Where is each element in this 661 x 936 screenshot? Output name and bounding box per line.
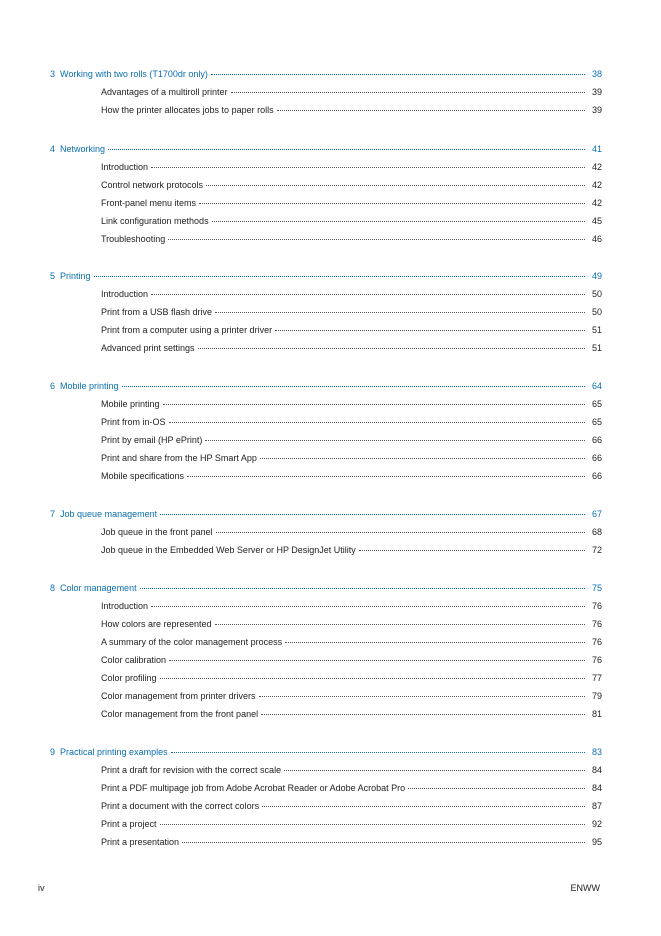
toc-section-entry-page-number: 39 [591, 105, 602, 115]
toc-section-entry-page-number: 51 [591, 325, 602, 335]
toc-chapter-entry-page-number: 41 [591, 144, 602, 154]
toc-section-entry[interactable] [101, 690, 602, 702]
toc-section-entry[interactable] [101, 197, 602, 209]
toc-section-entry-title: Advanced print settings [101, 343, 195, 353]
toc-section-entry[interactable] [101, 161, 602, 173]
toc-section-entry-page-number: 92 [591, 819, 602, 829]
toc-section-entry[interactable] [101, 836, 602, 848]
chapter-number: 9 [50, 747, 56, 757]
dot-leader [285, 642, 585, 643]
chapter-title-text: Color management [60, 583, 137, 593]
dot-leader [151, 294, 585, 295]
toc-section-entry-page-number: 81 [591, 709, 602, 719]
toc-section-entry-title: How colors are represented [101, 619, 212, 629]
toc-chapter-entry-page-number: 67 [591, 509, 602, 519]
dot-leader [108, 149, 585, 150]
dot-leader [94, 276, 585, 277]
toc-section-entry-page-number: 79 [591, 691, 602, 701]
toc-section-entry[interactable] [101, 416, 602, 428]
dot-leader [151, 167, 585, 168]
toc-section-entry-page-number: 87 [591, 801, 602, 811]
toc-section-entry[interactable] [101, 600, 602, 612]
toc-section-entry-page-number: 77 [591, 673, 602, 683]
toc-section-entry-page-number: 50 [591, 289, 602, 299]
toc-section-entry-page-number: 66 [591, 435, 602, 445]
toc-section-entry-title: Print a presentation [101, 837, 180, 847]
toc-section-entry[interactable] [101, 618, 602, 630]
dot-leader [408, 788, 585, 789]
toc-chapter-entry[interactable] [50, 508, 602, 520]
toc-section-entry[interactable] [101, 324, 602, 336]
toc-section-entry-page-number: 39 [591, 87, 602, 97]
toc-section-entry-page-number: 76 [591, 655, 602, 665]
toc-chapter-entry[interactable] [50, 270, 602, 282]
dot-leader [182, 842, 585, 843]
toc-chapter-entry[interactable] [50, 380, 602, 392]
dot-leader [171, 752, 585, 753]
toc-section-entry[interactable] [101, 654, 602, 666]
toc-chapter-entry[interactable] [50, 143, 602, 155]
toc-section-entry-title: Print from a computer using a printer driver [101, 325, 273, 335]
toc-chapter-entry-page-number: 75 [591, 583, 602, 593]
toc-section-entry[interactable] [101, 215, 602, 227]
toc-section-entry-title: Advantages of a multiroll printer [101, 87, 228, 97]
toc-section-entry-page-number: 66 [591, 471, 602, 481]
toc-section-entry-title: Print a document with the correct colors [101, 801, 260, 811]
toc-section-entry[interactable] [101, 434, 602, 446]
toc-section-entry-title: Front-panel menu items [101, 198, 197, 208]
toc-section-entry-page-number: 51 [591, 343, 602, 353]
toc-section-entry-page-number: 66 [591, 453, 602, 463]
toc-section-entry-page-number: 84 [591, 765, 602, 775]
toc-section-entry-page-number: 76 [591, 619, 602, 629]
toc-section-entry-page-number: 42 [591, 198, 602, 208]
dot-leader [160, 824, 585, 825]
toc-section-entry-page-number: 65 [591, 417, 602, 427]
toc-section-entry[interactable] [101, 764, 602, 776]
chapter-title-text: Job queue management [60, 509, 158, 519]
dot-leader [151, 606, 585, 607]
toc-chapter-entry-page-number: 83 [591, 747, 602, 757]
toc-section-entry-title: Print and share from the HP Smart App [101, 453, 257, 463]
toc-section-entry[interactable] [101, 544, 602, 556]
dot-leader [277, 110, 585, 111]
chapter-number: 5 [50, 271, 56, 281]
dot-leader [205, 440, 585, 441]
toc-section-entry-title: Job queue in the front panel [101, 527, 213, 537]
footer-page-number: iv [38, 883, 45, 893]
toc-section-entry-title: Color management from printer drivers [101, 691, 256, 701]
chapter-title-text: Working with two rolls (T1700dr only) [60, 69, 208, 79]
toc-section-entry-title: Introduction [101, 601, 149, 611]
toc-section-entry-title: Print a PDF multipage job from Adobe Acrobat Reader or Adobe Acrobat Pro [101, 783, 406, 793]
toc-section-entry-title: Mobile printing [101, 399, 160, 409]
toc-chapter-entry-title [50, 380, 119, 392]
toc-section-entry[interactable] [101, 782, 602, 794]
dot-leader [231, 92, 585, 93]
chapter-title-text: Printing [60, 271, 91, 281]
toc-chapter-entry[interactable] [50, 582, 602, 594]
chapter-number: 8 [50, 583, 56, 593]
dot-leader [359, 550, 585, 551]
toc-section-entry[interactable] [101, 800, 602, 812]
toc-section-entry[interactable] [101, 306, 602, 318]
toc-section-entry-page-number: 84 [591, 783, 602, 793]
dot-leader [169, 660, 585, 661]
dot-leader [212, 221, 585, 222]
chapter-number: 3 [50, 69, 56, 79]
toc-section-entry-title: Print a project [101, 819, 157, 829]
dot-leader [187, 476, 585, 477]
toc-section-entry[interactable] [101, 708, 602, 720]
toc-section-entry-title: Control network protocols [101, 180, 204, 190]
dot-leader [169, 422, 585, 423]
toc-section-entry[interactable] [101, 526, 602, 538]
dot-leader [140, 588, 585, 589]
toc-chapter-entry-title [50, 68, 208, 80]
toc-chapter-entry[interactable] [50, 746, 602, 758]
toc-chapter-entry-page-number: 38 [591, 69, 602, 79]
dot-leader [261, 714, 585, 715]
toc-chapter-entry-page-number: 64 [591, 381, 602, 391]
chapter-number: 4 [50, 144, 56, 154]
toc-section-entry-page-number: 95 [591, 837, 602, 847]
toc-section-entry-page-number: 45 [591, 216, 602, 226]
toc-section-entry-title: Mobile specifications [101, 471, 185, 481]
toc-section-entry-title: Job queue in the Embedded Web Server or HP DesignJet Utility [101, 545, 356, 555]
toc-section-entry[interactable] [101, 470, 602, 482]
toc-section-entry[interactable] [101, 104, 602, 116]
toc-section-entry-title: Print from in-OS [101, 417, 166, 427]
toc-section-entry-title: Color calibration [101, 655, 167, 665]
toc-section-entry-title: Print by email (HP ePrint) [101, 435, 203, 445]
dot-leader [260, 458, 585, 459]
toc-section-entry-page-number: 76 [591, 637, 602, 647]
toc-section-entry[interactable] [101, 342, 602, 354]
toc-chapter-entry[interactable] [50, 68, 602, 80]
chapter-title-text: Networking [60, 144, 106, 154]
toc-chapter-entry-page-number: 49 [591, 271, 602, 281]
toc-section-entry-page-number: 42 [591, 162, 602, 172]
footer-code: ENWW [570, 883, 600, 893]
toc-section-entry[interactable] [101, 818, 602, 830]
dot-leader [284, 770, 585, 771]
dot-leader [211, 74, 585, 75]
toc-chapter-entry-title [50, 143, 105, 155]
dot-leader [122, 386, 585, 387]
toc-chapter-entry-title [50, 582, 137, 594]
toc-section-entry-title: How the printer allocates jobs to paper rolls [101, 105, 274, 115]
toc-section-entry[interactable] [101, 398, 602, 410]
dot-leader [206, 185, 585, 186]
toc-section-entry-page-number: 65 [591, 399, 602, 409]
toc-chapter-entry-title [50, 508, 157, 520]
toc-section-entry-page-number: 46 [591, 234, 602, 244]
toc-section-entry[interactable] [101, 288, 602, 300]
toc-section-entry-title: Introduction [101, 162, 149, 172]
toc-section-entry-page-number: 68 [591, 527, 602, 537]
toc-section-entry-title: Troubleshooting [101, 234, 166, 244]
toc-section-entry-title: Color management from the front panel [101, 709, 259, 719]
toc-section-entry-page-number: 50 [591, 307, 602, 317]
toc-section-entry-title: A summary of the color management process [101, 637, 283, 647]
dot-leader [199, 203, 585, 204]
toc-section-entry-title: Introduction [101, 289, 149, 299]
toc-section-entry-title: Color profiling [101, 673, 157, 683]
chapter-number: 7 [50, 509, 56, 519]
toc-section-entry-page-number: 72 [591, 545, 602, 555]
toc-section-entry-title: Link configuration methods [101, 216, 209, 226]
dot-leader [198, 348, 585, 349]
dot-leader [262, 806, 585, 807]
dot-leader [216, 532, 585, 533]
dot-leader [215, 624, 585, 625]
chapter-number: 6 [50, 381, 56, 391]
dot-leader [160, 514, 585, 515]
toc-section-entry[interactable] [101, 636, 602, 648]
toc-section-entry-page-number: 76 [591, 601, 602, 611]
toc-chapter-entry-title [50, 270, 91, 282]
toc-section-entry[interactable] [101, 233, 602, 245]
dot-leader [168, 239, 585, 240]
chapter-title-text: Practical printing examples [60, 747, 168, 757]
dot-leader [259, 696, 585, 697]
toc-section-entry[interactable] [101, 452, 602, 464]
toc-section-entry-title: Print from a USB flash drive [101, 307, 213, 317]
toc-section-entry-page-number: 42 [591, 180, 602, 190]
toc-section-entry[interactable] [101, 86, 602, 98]
dot-leader [275, 330, 585, 331]
toc-section-entry[interactable] [101, 179, 602, 191]
chapter-title-text: Mobile printing [60, 381, 119, 391]
toc-section-entry[interactable] [101, 672, 602, 684]
toc-section-entry-title: Print a draft for revision with the correct scale [101, 765, 282, 775]
dot-leader [160, 678, 585, 679]
dot-leader [163, 404, 585, 405]
dot-leader [215, 312, 585, 313]
toc-chapter-entry-title [50, 746, 168, 758]
